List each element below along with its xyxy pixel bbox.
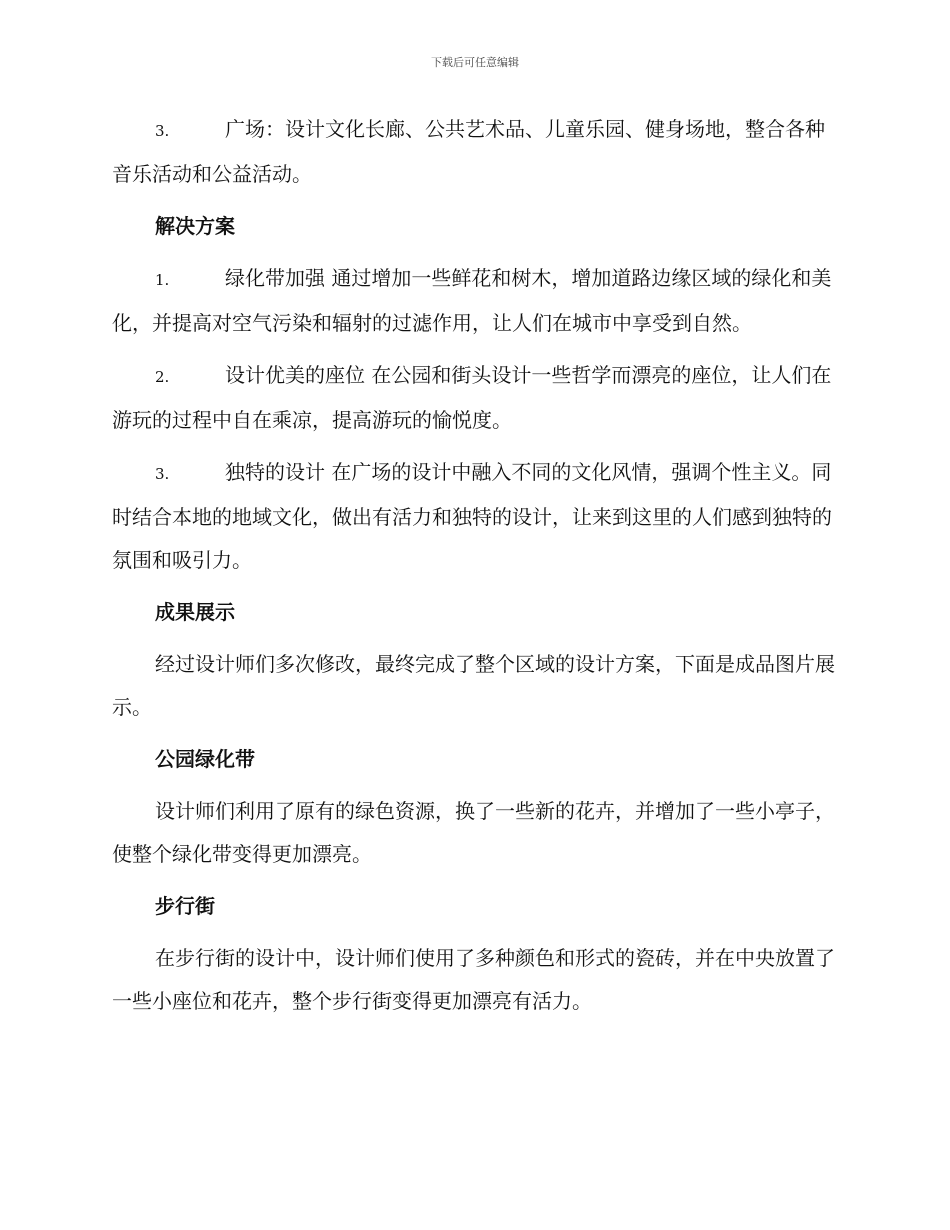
list-item-seating bbox=[112, 354, 838, 442]
document-body bbox=[112, 108, 838, 1023]
list-item-number: 1. bbox=[155, 271, 170, 289]
list-item-unique-design bbox=[112, 451, 838, 582]
list-item-number: 3. bbox=[155, 465, 170, 483]
section-heading-solutions: 解决方案 bbox=[155, 214, 235, 238]
paragraph-street: 在步行街的设计中，设计师们使用了多种颜色和形式的瓷砖，并在中央放置了一些小座位和花卉，整个步行街变得更加漂亮有活力。 bbox=[112, 946, 835, 1013]
list-item-greenbelt bbox=[112, 257, 838, 345]
section-heading-results: 成果展示 bbox=[155, 600, 235, 624]
list-item-text: 独特的设计 在广场的设计中融入不同的文化风情，强调个性主义。同时结合本地的地域文化，做出有活力和独特的设计，让来到这里的人们感到独特的氛围和吸引力。 bbox=[112, 460, 832, 572]
section-heading-park: 公园绿化带 bbox=[155, 747, 255, 771]
list-item-plaza bbox=[112, 108, 838, 196]
paragraph-results: 经过设计师们多次修改，最终完成了整个区域的设计方案，下面是成品图片展示。 bbox=[112, 652, 835, 719]
list-item-text: 设计优美的座位 在公园和街头设计一些哲学而漂亮的座位，让人们在游玩的过程中自在乘凉，提高游玩的愉悦度。 bbox=[112, 363, 832, 432]
list-item-number: 3. bbox=[155, 122, 170, 140]
page-header: 下载后可任意编辑 bbox=[431, 56, 519, 69]
list-item-text: 广场：设计文化长廊、公共艺术品、儿童乐园、健身场地，整合各种音乐活动和公益活动。 bbox=[112, 117, 825, 186]
paragraph-park: 设计师们利用了原有的绿色资源，换了一些新的花卉，并增加了一些小亭子，使整个绿化带变得更加漂亮。 bbox=[112, 799, 835, 866]
list-item-number: 2. bbox=[155, 368, 170, 386]
section-heading-street: 步行街 bbox=[155, 894, 215, 918]
list-item-text: 绿化带加强 通过增加一些鲜花和树木，增加道路边缘区域的绿化和美化，并提高对空气污染和辐射的过滤作用，让人们在城市中享受到自然。 bbox=[112, 266, 832, 335]
